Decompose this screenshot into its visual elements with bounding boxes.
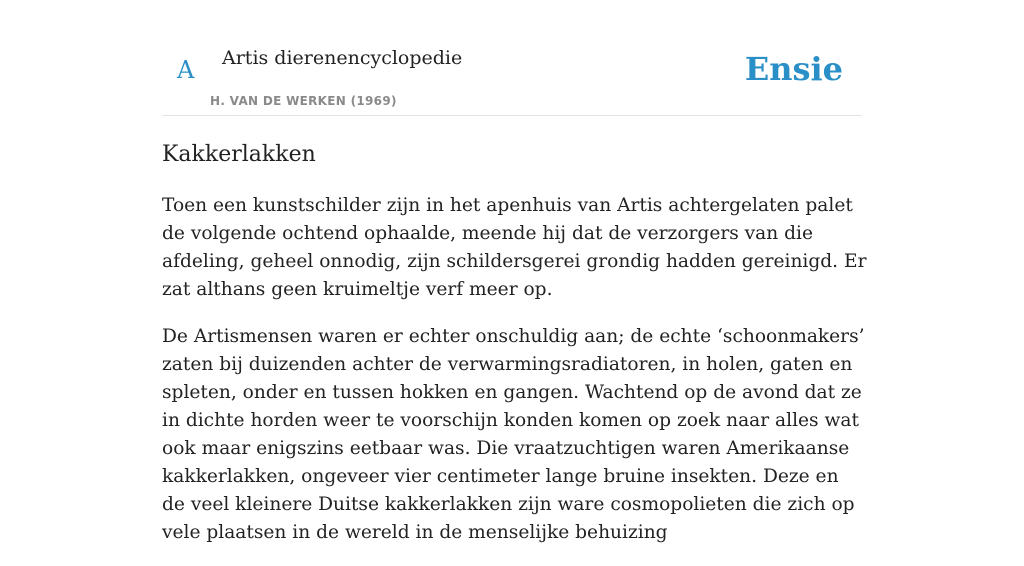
content-container bbox=[162, 0, 867, 543]
ensie-logo[interactable]: Ensie bbox=[744, 50, 843, 88]
book-author-year: H. VAN DE WERKEN (1969) bbox=[210, 94, 397, 108]
article-paragraph: Toen een kunstschilder zijn in het apenhuis van Artis achtergelaten palet de volgende ochtend ophaalde, meende hij dat de verzorgers van die afdeling, geheel onnodig, zijn schildersgerei grondig hadden gereinigd. Er zat althans geen kruimeltje verf meer op. bbox=[162, 195, 867, 300]
article-paragraph: De Artismensen waren er echter onschuldig aan; de echte ‘schoonmakers’ zaten bij duizenden achter de verwarmingsradiatoren, in holen, gaten en spleten, onder en tussen hokken en gangen. Wachtend op de avond dat ze in dichte horden weer te voorschijn konden komen op zoek naar alles wat ook maar enigszins eetbaar was. Die vraatzuchtigen waren Amerikaanse kakkerlakken, ongeveer vier centimeter lange bruine insekten. Deze en de veel kleinere Duitse kakkerlakken zijn ware cosmopolieten die zich op vele plaatsen in de wereld in de menselijke behuizing bbox=[162, 326, 865, 543]
article-title: Kakkerlakken bbox=[162, 142, 316, 167]
book-title[interactable]: Artis dierenencyclopedie bbox=[222, 47, 463, 69]
article-body bbox=[162, 192, 867, 566]
letter-index-link[interactable]: A bbox=[177, 56, 195, 84]
article-header bbox=[162, 0, 862, 116]
